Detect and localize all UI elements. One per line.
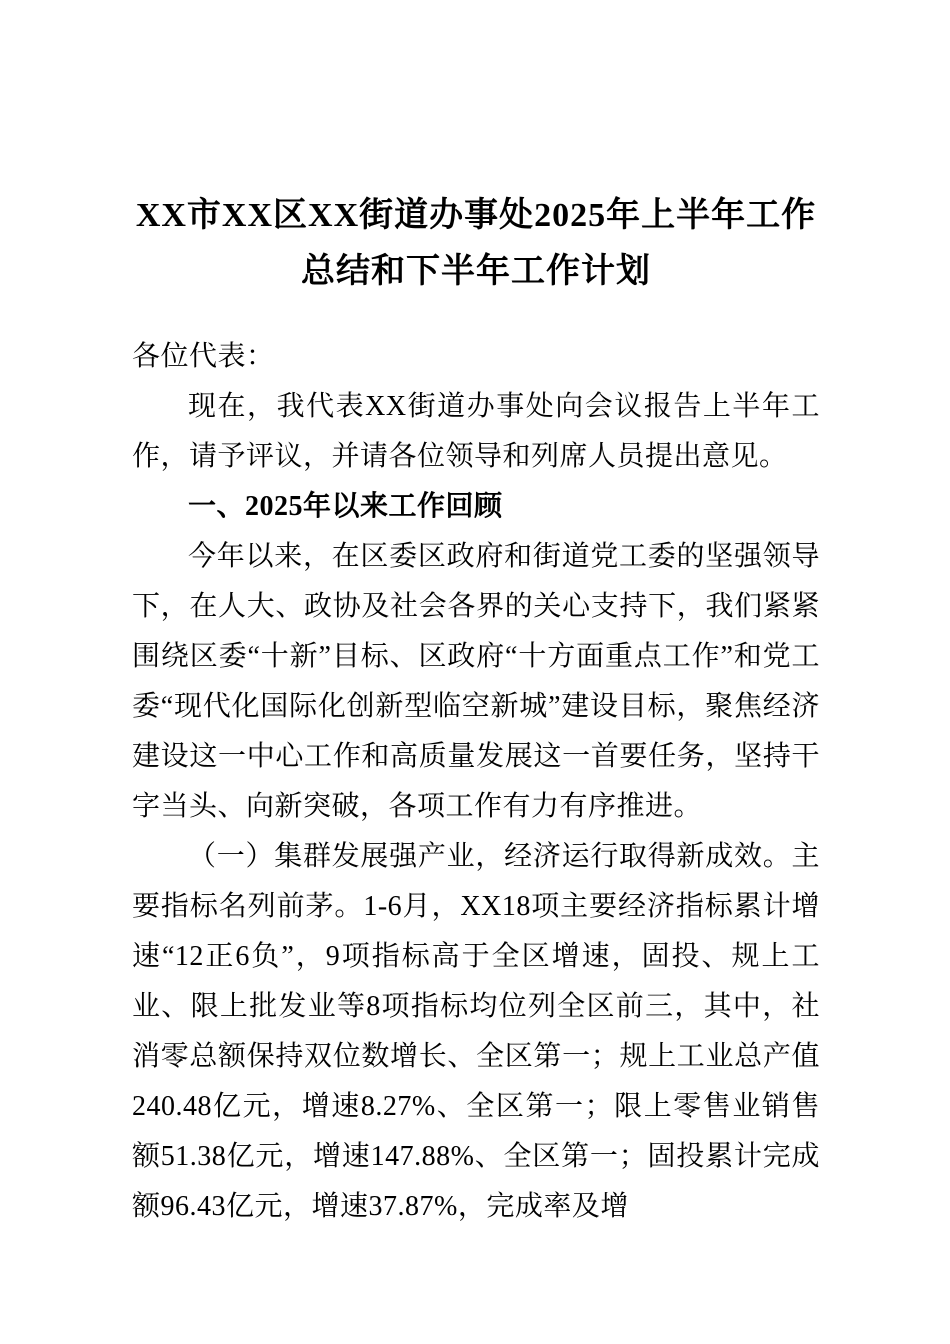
economy-paragraph: （一）集群发展强产业，经济运行取得新成效。主要指标名列前茅。1-6月，XX18项主要经济指标累计增速“12正6负”，9项指标高于全区增速，固投、规上工业、限上批发业等8项指标均位列全区前三，其中，社消零总额保持双位数增长、全区第一；规上工业总产值240.48亿元，增速8.27%、全区第一；限上零售业销售额51.38亿元，增速147.88%、全区第一；固投累计完成额96.43亿元，增速37.87%，完成率及增 [132,841,820,1222]
document-title: XX市XX区XX街道办事处2025年上半年工作总结和下半年工作计划 [135,197,817,290]
overview-paragraph: 今年以来，在区委区政府和街道党工委的坚强领导下，在人大、政协及社会各界的关心支持下，我们紧紧围绕区委“十新”目标、区政府“十方面重点工作”和党工委“现代化国际化创新型临空新城”建设目标，聚焦经济建设这一中心工作和高质量发展这一首要任务，坚持干字当头、向新突破，各项工作有力有序推进。 [132,541,820,822]
section-heading-work-review: 一、2025年以来工作回顾 [188,491,503,522]
intro-paragraph: 现在，我代表XX街道办事处向会议报告上半年工作，请予评议，并请各位领导和列席人员提出意见。 [132,391,820,472]
salutation-line: 各位代表： [132,341,275,372]
